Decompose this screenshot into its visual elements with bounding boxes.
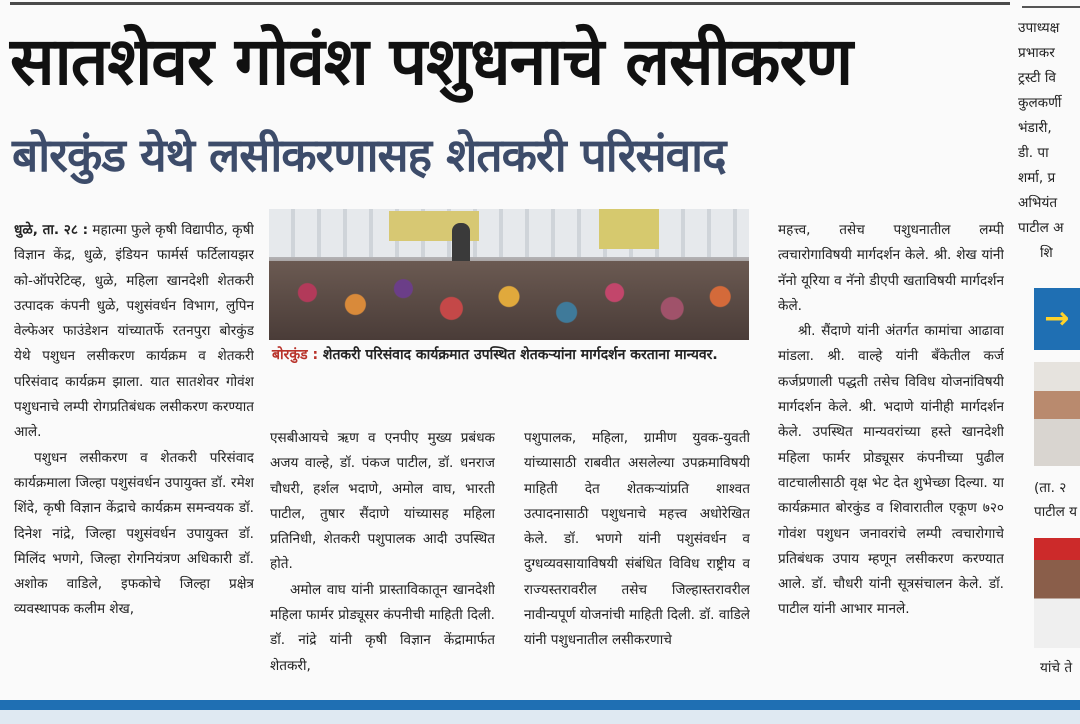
- paragraph: पशुपालक, महिला, ग्रामीण युवक-युवती यांच्यासाठी राबवीत असलेल्या उपक्रमाविषयी माहिती देत शेतकऱ्यांप्रति शाश्वत उत्पादनासाठी पशुधनाचे महत्त्व अधोरेखित केले. डॉ. भणगे यांनी पशुसंवर्धन व दुग्धव्यवसायाविषयी संबंधित विविध राष्ट्रीय व राज्यस्तरावरील तसेच जिल्हास्तरावरील नावीन्यपूर्ण योजनांची माहिती दिली. डॉ. वाडिले यांनी पशुधनातील लसीकरणाचे: [524, 430, 750, 649]
- paragraph: एसबीआयचे ऋण व एनपीए मुख्य प्रबंधक अजय वाल्हे, डॉ. पंकज पाटील, डॉ. धनराज चौधरी, हर्शल भदाणे, अमोल वाघ, भारती पाटील, तुषार सैंदाणे यांच्यासह महिला प्रतिनिधी, शेतकरी पशुपालक आदी उपस्थित होते.: [270, 430, 495, 573]
- divider: [1022, 6, 1080, 8]
- bottom-bar: [0, 700, 1080, 710]
- strip-line: शि: [1040, 245, 1053, 261]
- dateline: धुळे, ता. २८ :: [14, 222, 89, 238]
- right-arrow-icon: →: [1034, 288, 1080, 350]
- article-column-3: [524, 426, 750, 682]
- strip-caption: पाटील य: [1034, 504, 1078, 520]
- strip-caption: (ता. २: [1034, 480, 1067, 496]
- strip-line: प्रभाकर: [1018, 45, 1055, 61]
- paragraph: अमोल वाघ यांनी प्रास्ताविकातून खानदेशी महिला फार्मर प्रोड्यूसर कंपनीची माहिती दिली. डॉ. नांद्रे यांनी कृषी विज्ञान केंद्रामार्फत शेतकरी,: [270, 581, 495, 674]
- article-column-2: [270, 426, 495, 682]
- banner: [599, 209, 659, 249]
- strip-line: भंडारी,: [1018, 120, 1052, 136]
- strip-line: कुलकर्णी: [1018, 95, 1062, 111]
- audience-crowd: [269, 261, 749, 340]
- portrait-photo: [1034, 362, 1080, 466]
- paragraph: महात्मा फुले कृषी विद्यापीठ, कृषी विज्ञान केंद्र, धुळे, इंडियन फार्मर्स फर्टिलायझर को-ऑपरेटिव्ह, धुळे, महिला खानदेशी शेतकरी उत्पादक कंपनी धुळे, पशुसंवर्धन विभाग, लुपिन वेल्फेअर फाउंडेशन यांच्यातर्फे रतनपुरा बोरकुंड येथे पशुधन लसीकरण कार्यक्रम व शेतकरी परिसंवाद कार्यक्रम झाला. यात सातशेवर गोवंश पशुधनाचे लम्पी रोगप्रतिबंधक लसीकरण करण्यात आले.: [14, 222, 254, 441]
- strip-line: यांचे ते: [1040, 660, 1073, 676]
- photo-caption: [272, 344, 742, 366]
- article-column-1: [14, 218, 254, 682]
- strip-line: पाटील अ: [1018, 220, 1064, 236]
- top-rule: [10, 2, 1010, 5]
- event-photo: [269, 209, 749, 340]
- strip-line: अभियंत: [1018, 195, 1058, 211]
- portrait-photo: [1034, 538, 1080, 648]
- paragraph: पशुधन लसीकरण व शेतकरी परिसंवाद कार्यक्रमाला जिल्हा पशुसंवर्धन उपायुक्त डॉ. रमेश शिंदे, कृषी विज्ञान केंद्राचे कार्यक्रम समन्वयक डॉ. दिनेश नांद्रे, जिल्हा पशुसंवर्धन उपायुक्त डॉ. मिलिंद भणगे, जिल्हा रोगनियंत्रण अधिकारी डॉ. अशोक वाडिले, इफकोचे जिल्हा प्रक्षेत्र व्यवस्थापक कलीम शेख,: [14, 449, 254, 618]
- bottom-stripe: [0, 710, 1080, 724]
- headline: सातशेवर गोवंश पशुधनाचे लसीकरण: [10, 23, 853, 100]
- paragraph: श्री. सैंदाणे यांनी अंतर्गत कामांचा आढावा मांडला. श्री. वाल्हे यांनी बँकेतील कर्ज कर्जप्रणाली पद्धती तसेच विविध योजनांविषयी मार्गदर्शन केले. श्री. भदाणे यांनीही मार्गदर्शन केले. उपस्थित मान्यवरांच्या हस्ते खानदेशी महिला फार्मर प्रोड्यूसर कंपनीच्या पुढील वाटचालीसाठी वृक्ष भेट देत शुभेच्छा दिल्या. या कार्यक्रमात बोरकुंड व शिवारातील एकूण ७२० गोवंश पशुधन जनावरांचे लम्पी त्वचारोगाचे प्रतिबंधक उपाय म्हणून लसीकरण करण्यात आले. डॉ. चौधरी यांनी सूत्रसंचालन केले. डॉ. पाटील यांनी आभार मानले.: [778, 323, 1004, 618]
- article-column-4: [778, 218, 1004, 682]
- strip-line: उपाध्यक्ष: [1018, 20, 1060, 36]
- strip-line: डी. पा: [1018, 145, 1049, 161]
- caption-text: शेतकरी परिसंवाद कार्यक्रमात उपस्थित शेतकऱ्यांना मार्गदर्शन करताना मान्यवर.: [318, 347, 718, 363]
- tent-canopy: [269, 209, 749, 257]
- paragraph: महत्त्व, तसेच पशुधनातील लम्पी त्वचारोगाविषयी मार्गदर्शन केले. श्री. शेख यांनी नॅनो यूरिया व नॅनो डीएपी खताविषयी मार्गदर्शन केले.: [778, 222, 1004, 314]
- strip-line: शर्मा, प्र: [1018, 170, 1056, 186]
- strip-line: ट्रस्टी वि: [1018, 70, 1056, 86]
- caption-place: बोरकुंड :: [272, 347, 319, 363]
- subheadline: बोरकुंड येथे लसीकरणासह शेतकरी परिसंवाद: [12, 128, 726, 182]
